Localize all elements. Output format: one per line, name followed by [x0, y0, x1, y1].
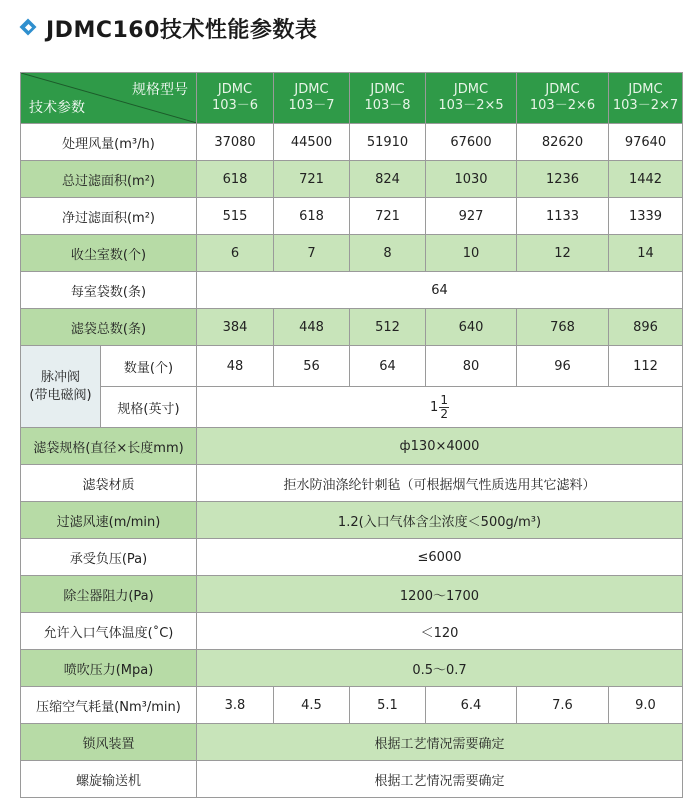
value-cell: ф130×4000 [197, 428, 683, 465]
value-cell: ≤6000 [197, 539, 683, 576]
row-bags-per-chamber [21, 272, 683, 309]
row-label: 净过滤面积(m²) [21, 198, 197, 235]
row-label: 滤袋总数(条) [21, 309, 197, 346]
value-cell: 1133 [517, 198, 609, 235]
value-cell: 7 [274, 235, 350, 272]
row-label: 总过滤面积(m²) [21, 161, 197, 198]
value-cell: 82620 [517, 124, 609, 161]
value-cell: 9.0 [609, 687, 683, 724]
row-label: 允许入口气体温度(˚C) [21, 613, 197, 650]
pulse-spec-label: 规格(英寸) [101, 387, 197, 428]
value-cell: 3.8 [197, 687, 274, 724]
row-chambers [21, 235, 683, 272]
row-airflow [21, 124, 683, 161]
value-cell: 1.2(入口气体含尘浓度＜500g/m³) [197, 502, 683, 539]
value-cell: 64 [350, 346, 426, 387]
value-cell: 1442 [609, 161, 683, 198]
value-cell: 96 [517, 346, 609, 387]
value-cell: 4.5 [274, 687, 350, 724]
row-air-consumption [21, 687, 683, 724]
pulse-valve-label: 脉冲阀 (带电磁阀) [21, 346, 101, 428]
row-bag-spec [21, 428, 683, 465]
row-pulse-spec [21, 387, 683, 428]
value-cell: 512 [350, 309, 426, 346]
value-cell: 5.1 [350, 687, 426, 724]
value-cell: 768 [517, 309, 609, 346]
spec-table [20, 72, 683, 798]
row-pressure [21, 539, 683, 576]
value-cell: 14 [609, 235, 683, 272]
model-header-1: JDMC 103－6 [197, 73, 274, 124]
row-net-area [21, 198, 683, 235]
row-label: 收尘室数(个) [21, 235, 197, 272]
row-label: 承受负压(Pa) [21, 539, 197, 576]
value-cell: 0.5～0.7 [197, 650, 683, 687]
row-label: 处理风量(m³/h) [21, 124, 197, 161]
model-header-4: JDMC 103－2×5 [426, 73, 517, 124]
header-row [21, 73, 683, 124]
value-cell: 927 [426, 198, 517, 235]
title-bar [20, 12, 680, 44]
value-cell: 824 [350, 161, 426, 198]
value-cell: 1339 [609, 198, 683, 235]
row-label: 螺旋输送机 [21, 761, 197, 798]
page-title: JDMC160技术性能参数表 [46, 17, 318, 43]
model-header-5: JDMC 103－2×6 [517, 73, 609, 124]
value-cell: 1200～1700 [197, 576, 683, 613]
value-cell: 56 [274, 346, 350, 387]
row-label: 每室袋数(条) [21, 272, 197, 309]
value-cell: 拒水防油涤纶针刺毡（可根据烟气性质选用其它滤料） [197, 465, 683, 502]
row-inlet-temp [21, 613, 683, 650]
row-total-area [21, 161, 683, 198]
row-bag-material [21, 465, 683, 502]
pulse-spec-value [197, 387, 683, 428]
row-screw-conveyor [21, 761, 683, 798]
diamond-bullet-icon [22, 21, 36, 35]
fraction-numerator: 1 [440, 392, 448, 407]
model-header-6: JDMC 103－2×7 [609, 73, 683, 124]
value-cell: 51910 [350, 124, 426, 161]
value-cell: 448 [274, 309, 350, 346]
row-filter-speed [21, 502, 683, 539]
value-cell: 618 [197, 161, 274, 198]
value-cell: ＜120 [197, 613, 683, 650]
row-label: 滤袋规格(直径×长度mm) [21, 428, 197, 465]
fraction-denominator: 2 [440, 406, 448, 421]
value-cell: 6 [197, 235, 274, 272]
value-cell: 48 [197, 346, 274, 387]
value-cell: 97640 [609, 124, 683, 161]
model-header-2: JDMC 103－7 [274, 73, 350, 124]
value-cell: 515 [197, 198, 274, 235]
value-cell: 7.6 [517, 687, 609, 724]
model-header-3: JDMC 103－8 [350, 73, 426, 124]
corner-param-label: 技术参数 [29, 100, 85, 116]
corner-model-label: 规格型号 [132, 82, 188, 98]
row-pulse-count [21, 346, 683, 387]
value-cell: 896 [609, 309, 683, 346]
value-cell: 1030 [426, 161, 517, 198]
pulse-count-label: 数量(个) [101, 346, 197, 387]
row-label: 压缩空气耗量(Nm³/min) [21, 687, 197, 724]
value-cell: 640 [426, 309, 517, 346]
value-cell: 721 [274, 161, 350, 198]
value-cell: 64 [197, 272, 683, 309]
row-label: 锁风装置 [21, 724, 197, 761]
fraction-whole: 1 [430, 399, 439, 415]
value-cell: 80 [426, 346, 517, 387]
row-label: 滤袋材质 [21, 465, 197, 502]
value-cell: 44500 [274, 124, 350, 161]
value-cell: 384 [197, 309, 274, 346]
row-label: 除尘器阻力(Pa) [21, 576, 197, 613]
value-cell: 1236 [517, 161, 609, 198]
value-cell: 8 [350, 235, 426, 272]
value-cell: 721 [350, 198, 426, 235]
value-cell: 37080 [197, 124, 274, 161]
value-cell: 12 [517, 235, 609, 272]
row-lock-device [21, 724, 683, 761]
value-cell: 618 [274, 198, 350, 235]
value-cell: 112 [609, 346, 683, 387]
row-total-bags [21, 309, 683, 346]
row-blow-pressure [21, 650, 683, 687]
value-cell: 6.4 [426, 687, 517, 724]
row-label: 喷吹压力(Mpa) [21, 650, 197, 687]
row-resistance [21, 576, 683, 613]
value-cell: 根据工艺情况需要确定 [197, 761, 683, 798]
row-label: 过滤风速(m/min) [21, 502, 197, 539]
value-cell: 根据工艺情况需要确定 [197, 724, 683, 761]
header-corner-cell [21, 73, 197, 124]
value-cell: 10 [426, 235, 517, 272]
value-cell: 67600 [426, 124, 517, 161]
